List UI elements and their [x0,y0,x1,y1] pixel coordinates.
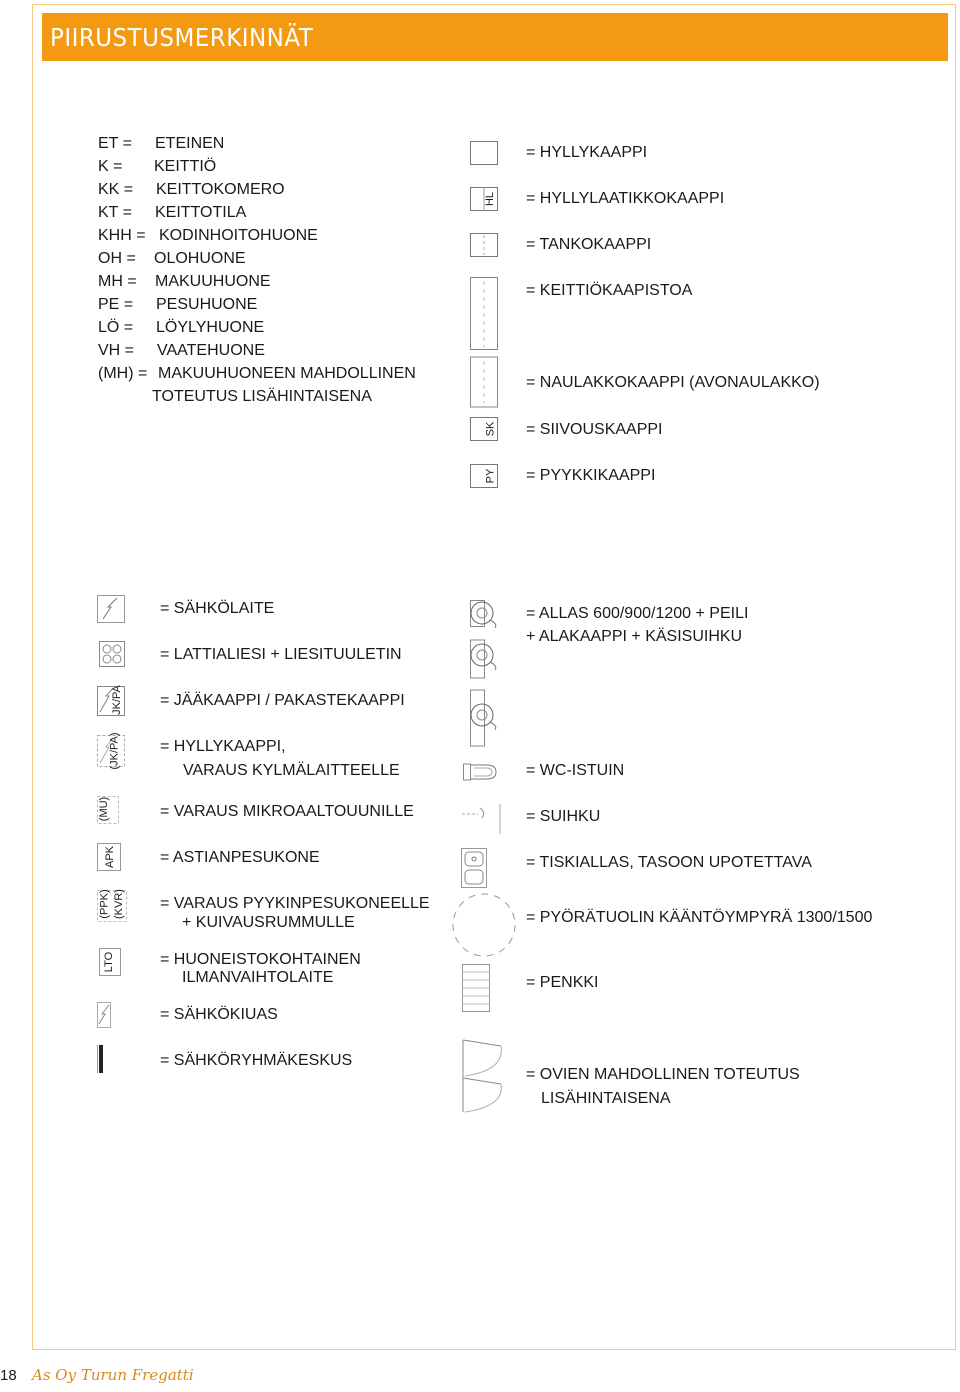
abbreviation-code: (MH) = [98,365,148,382]
abbreviation-meaning: ETEINEN [155,135,225,152]
legend-wc: = WC-ISTUIN [526,762,625,779]
abbreviation-code: MH = [98,273,137,290]
distribution-board-icon [97,1045,105,1073]
apk-code: APK [104,845,117,869]
jk-code: JK/PA [110,685,123,715]
sauna-stove-icon [97,1002,111,1028]
abbreviation-code: VH = [98,342,135,359]
abbreviation-meaning: VAATEHUONE [157,342,265,359]
legend-pyykinpesu-1: = VARAUS PYYKINPESUKONEELLE [160,895,430,912]
wheelchair-turning-circle-icon [451,892,517,958]
legend-lto-2: ILMANVAIHTOLAITE [182,969,334,986]
abbreviation-meaning: MAKUUHUONE [155,273,271,290]
abbreviation-continuation: TOTEUTUS LISÄHINTAISENA [152,388,372,405]
hl-code: HL [484,191,497,207]
py-code: PY [484,468,497,484]
ppk-code: (PPK) [98,889,111,919]
kitchen-sink-icon [461,848,487,888]
abbreviation-meaning: LÖYLYHUONE [156,319,265,336]
rod-cabinet-icon [470,233,498,257]
legend-suihku: = SUIHKU [526,808,601,825]
legend-liesi: = LATTIALIESI + LIESITUULETIN [160,646,402,663]
sk-code: SK [484,421,497,437]
toilet-icon [463,761,497,783]
legend-ovet-1: = OVIEN MAHDOLLINEN TOTEUTUS [526,1066,800,1083]
abbreviation-meaning: MAKUUHUONEEN MAHDOLLINEN [158,365,416,382]
abbreviation-code: K = [98,158,123,175]
legend-hyllylaatikko: = HYLLYLAATIKKOKAAPPI [526,190,725,207]
jk-code-reserve: (JK/PA) [108,732,121,770]
page-number: 18 [0,1367,17,1384]
legend-naulakko: = NAULAKKOKAAPPI (AVONAULAKKO) [526,374,820,391]
legend-pyykki: = PYYKKIKAAPPI [526,467,656,484]
legend-jaakaappi: = JÄÄKAAPPI / PAKASTEKAAPPI [160,692,405,709]
legend-siivous: = SIIVOUSKAAPPI [526,421,663,438]
stove-icon [99,641,125,667]
abbreviation-code: KHH = [98,227,146,244]
abbreviation-code: KT = [98,204,132,221]
legend-allas-1: = ALLAS 600/900/1200 + PEILI [526,605,749,622]
legend-kiuas: = SÄHKÖKIUAS [160,1006,278,1023]
legend-astianpesu: = ASTIANPESUKONE [160,849,320,866]
legend-hyllykaappi-varaus-2: VARAUS KYLMÄLAITTEELLE [183,762,400,779]
legend-ryhmakeskus: = SÄHKÖRYHMÄKESKUS [160,1052,353,1069]
abbreviation-code: LÖ = [98,319,134,336]
legend-pyoratuoli: = PYÖRÄTUOLIN KÄÄNTÖYMPYRÄ 1300/1500 [526,909,873,926]
kvr-code: (KVR) [112,889,125,919]
abbreviation-meaning: KEITTOKOMERO [156,181,285,198]
shower-icon [462,802,502,834]
legend-pyykinpesu-2: + KUIVAUSRUMMULLE [182,914,355,931]
doors-icon [461,1038,505,1114]
legend-penkki: = PENKKI [526,974,599,991]
abbreviation-meaning: OLOHUONE [154,250,246,267]
footer-title: As Oy Turun Fregatti [32,1366,194,1384]
legend-ovet-2: LISÄHINTAISENA [541,1090,671,1107]
shelf-cabinet-icon [470,141,498,165]
legend-lto-1: = HUONEISTOKOHTAINEN [160,951,361,968]
legend-sahkolaite: = SÄHKÖLAITE [160,600,275,617]
abbreviation-meaning: PESUHUONE [156,296,258,313]
kitchen-cabinets-icon [470,277,498,407]
washbasin-icon [468,598,500,750]
mu-code: (MU) [98,796,111,822]
legend-hyllykaappi-varaus-1: = HYLLYKAAPPI, [160,738,286,755]
lto-code: LTO [103,951,116,973]
abbreviation-code: KK = [98,181,134,198]
legend-mikro: = VARAUS MIKROAALTOUUNILLE [160,803,414,820]
abbreviation-code: PE = [98,296,134,313]
legend-tankokaappi: = TANKOKAAPPI [526,236,652,253]
abbreviation-meaning: KEITTOTILA [155,204,247,221]
abbreviation-code: OH = [98,250,136,267]
abbreviation-meaning: KODINHOITOHUONE [159,227,318,244]
legend-allas-2: + ALAKAAPPI + KÄSISUIHKU [526,628,743,645]
legend-keittiokaapisto: = KEITTIÖKAAPISTOA [526,282,693,299]
legend-hyllykaappi: = HYLLYKAAPPI [526,144,648,161]
bench-icon [462,964,490,1012]
page-title: PIIRUSTUSMERKINNÄT [50,23,314,52]
abbreviation-meaning: KEITTIÖ [154,158,217,175]
abbreviation-code: ET = [98,135,132,152]
legend-tiskiallas: = TISKIALLAS, TASOON UPOTETTAVA [526,854,812,871]
electric-device-icon [97,595,125,623]
